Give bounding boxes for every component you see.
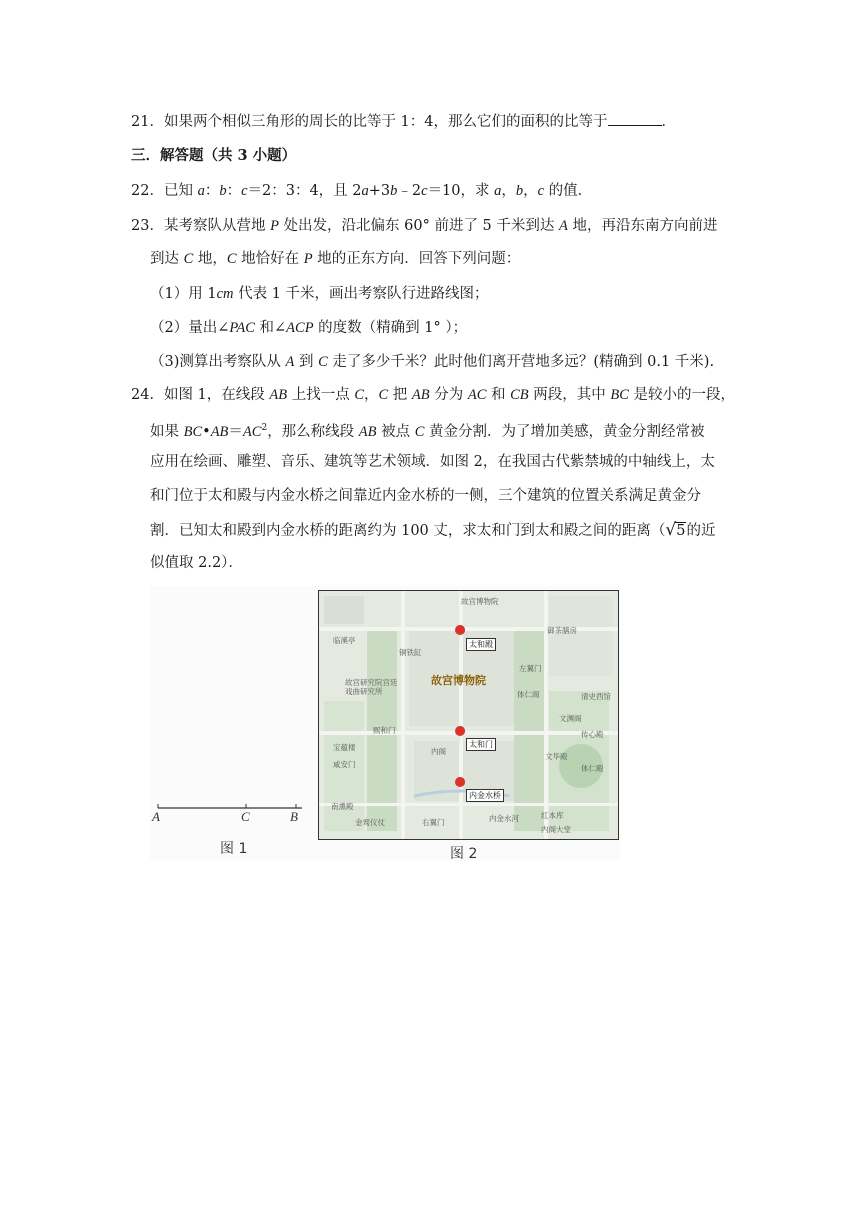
callout-taihedian: 太和殿 <box>466 638 496 651</box>
map-label: 文华殿 <box>545 752 568 761</box>
question-24-line-2: 如果 $BC•AB=AC^2$，那么称线段 AB 被点 C 黄金分割．为了增加美感，黄金分割经常被 <box>150 423 705 440</box>
figure-1-segment <box>150 795 310 819</box>
map-label: 体仁殿 <box>581 764 604 773</box>
point-b-label: B <box>290 809 298 824</box>
map-label: 体仁阁 <box>517 690 540 699</box>
question-24-line-6: 似值取 2.2）． <box>150 555 243 571</box>
map-label: 御茶膳房 <box>547 626 577 635</box>
question-21: 21．如果两个相似三角形的周长的比等于 1：4，那么它们的面积的比等于 ． <box>131 111 676 132</box>
map-label: 右翼门 <box>422 818 445 827</box>
map-label: 传心殿 <box>581 730 604 739</box>
figure-2-caption: 图 2 <box>450 846 478 862</box>
map-label: 故宫博物院 <box>461 597 499 606</box>
map-label: 金鸾仪仗 <box>355 818 385 827</box>
callout-taihemen: 太和门 <box>466 738 496 751</box>
point-a-label: A <box>152 809 160 824</box>
map-label: 故宫研究院宫廷戏曲研究所 <box>345 678 398 696</box>
question-23-line-1: 23．某考察队从营地 P 处出发，沿北偏东 60° 前进了 5 千米到达 A 地，再沿东南方向前进 <box>131 218 718 234</box>
map-label: 临溪亭 <box>333 636 356 645</box>
point-c-label: C <box>241 809 250 824</box>
map-label: 清史西馆 <box>581 692 611 701</box>
question-22: 22．已知 a：b：c＝2：3：4，且 2a+3b﹣2c＝10，求 a，b，c 的值． <box>131 183 593 199</box>
section-heading: 三．解答题（共 3 小题） <box>131 147 297 164</box>
map-label: 内阁大堂 <box>541 825 571 834</box>
map-label: 内阁 <box>431 747 446 756</box>
callout-neijinshuiqiao: 内金水桥 <box>466 789 504 802</box>
figure-1-caption: 图 1 <box>220 841 248 857</box>
question-23-part-2: （2）量出∠PAC 和∠ACP 的度数（精确到 1° ）； <box>150 320 468 336</box>
map-label: 红本库 <box>541 811 564 820</box>
question-24-line-4: 和门位于太和殿与内金水桥之间靠近内金水桥的一侧，三个建筑的位置关系满足黄金分 <box>150 488 701 504</box>
question-23-part-1: （1）用 1cm 代表 1 千米，画出考察队行进路线图； <box>150 286 489 302</box>
sqrt-icon: √ <box>665 520 677 540</box>
question-23-line-2: 到达 C 地，C 地恰好在 P 地的正东方向．回答下列问题： <box>150 251 521 267</box>
question-23-part-3: （3)测算出考察队从 A 到 C 走了多少千米？此时他们离开营地多远？(精确到 0.1 千米). <box>150 354 715 370</box>
map-label: 咸安门 <box>333 760 356 769</box>
map-label: 铜铁缸 <box>399 648 422 657</box>
map-label: 南熏殿 <box>331 802 354 811</box>
question-24-line-1: 24．如图 1，在线段 AB 上找一点 C，C 把 AB 分为 AC 和 CB 两段，其中 BC 是较小的一段， <box>131 387 735 403</box>
map-label: 宝蕴楼 <box>333 743 356 752</box>
map-label: 文渊阁 <box>559 714 582 723</box>
map-label: 内金水河 <box>489 814 519 823</box>
map-title: 故宫博物院 <box>431 674 486 687</box>
q21-text: 21．如果两个相似三角形的周长的比等于 1：4，那么它们的面积的比等于 <box>131 114 608 130</box>
map-label: 熙和门 <box>373 726 396 735</box>
map-label: 左翼门 <box>519 664 542 673</box>
question-24-line-5: 割．已知太和殿到内金水桥的距离约为 100 丈，求太和门到太和殿之间的距离（√5的近 <box>150 520 716 540</box>
question-24-line-3: 应用在绘画、雕塑、音乐、建筑等艺术领域．如图 2，在我国古代紫禁城的中轴线上，太 <box>150 454 715 470</box>
figure-2-map <box>318 590 619 840</box>
answer-blank <box>608 111 662 126</box>
